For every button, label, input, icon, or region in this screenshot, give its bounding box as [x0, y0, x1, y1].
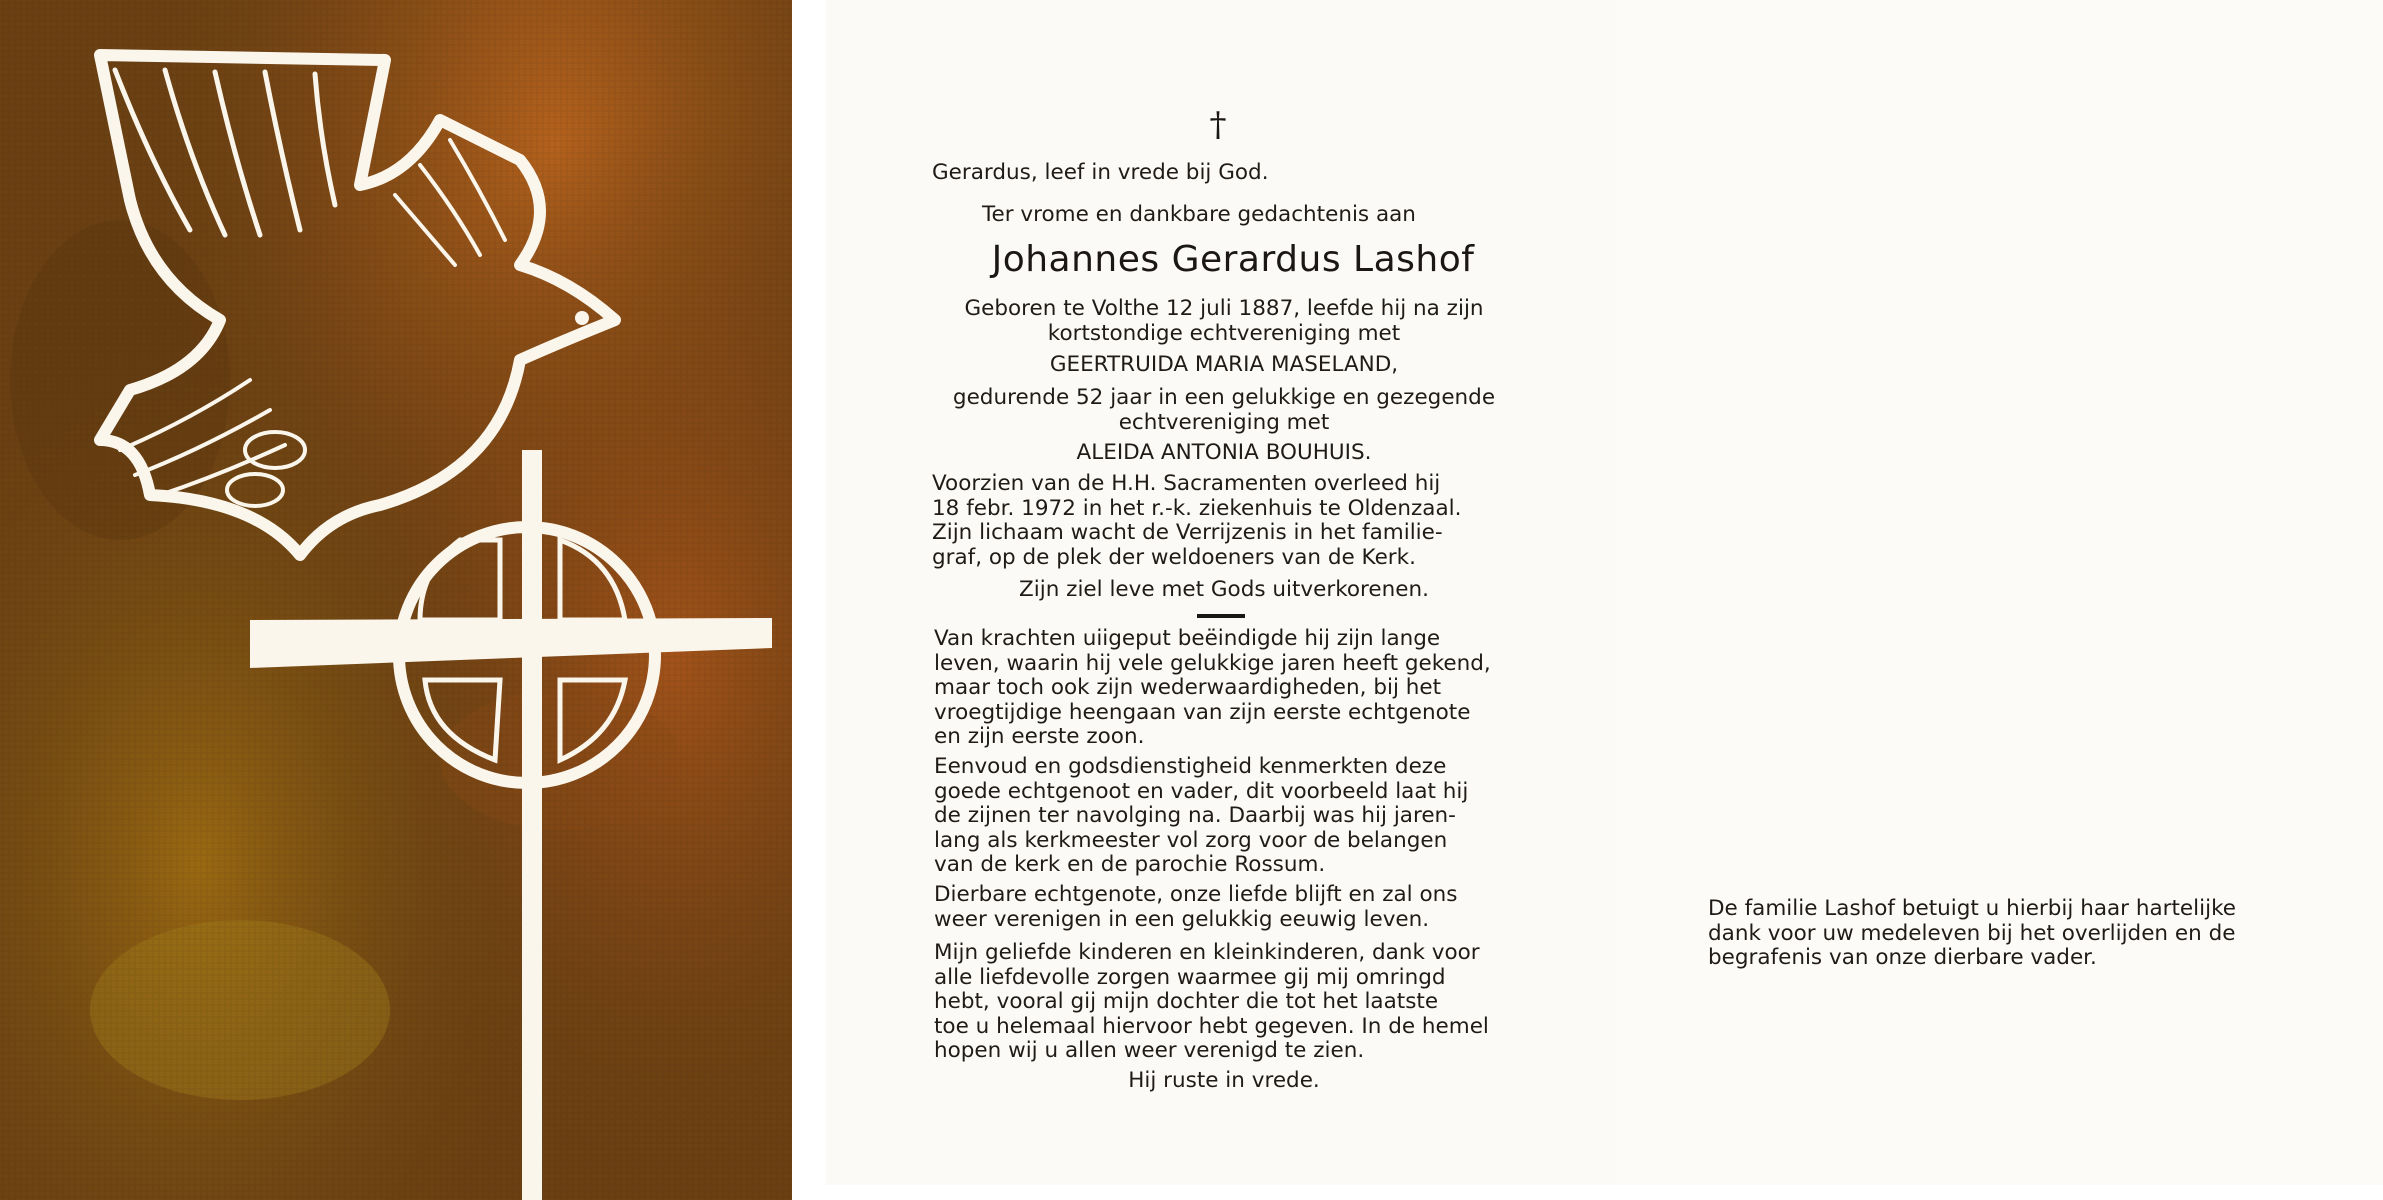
soul-line: Zijn ziel leve met Gods uitverkorenen.	[1019, 577, 1429, 602]
deceased-name: Johannes Gerardus Lashof	[991, 239, 1475, 280]
closing-line: Hij ruste in vrede.	[1128, 1068, 1320, 1093]
first-spouse: GEERTRUIDA MARIA MASELAND,	[1049, 352, 1399, 377]
section-divider	[1197, 614, 1245, 618]
paragraph-3: Dierbare echtgenote, onze liefde blijft en zal ons weer verenigen in een gelukkig eeuwig leven.	[934, 882, 1458, 932]
thank-you-panel	[1616, 0, 2383, 1185]
paragraph-1: Van krachten uiigeput beëindigde hij zijn lange leven, waarin hij vele gelukkige jaren heeft gekend, maar toch ook zijn wederwaardigheden, bij het vroegtijdige heengaan van zijn eerste echtgenote en zijn eerste zoon.	[934, 626, 1491, 749]
memorial-card-artwork	[0, 0, 792, 1200]
birth-text: Geboren te Volthe 12 juli 1887, leefde hij na zijn kortstondige echtvereniging met	[964, 296, 1484, 346]
dedication-line: Ter vrome en dankbare gedachtenis aan	[982, 202, 1416, 227]
death-text: Voorzien van de H.H. Sacramenten overleed hij 18 febr. 1972 in het r.-k. ziekenhuis te Oldenzaal. Zijn lichaam wacht de Verrijzenis in het familie- graf, op de plek der weldoeners van de Kerk.	[932, 471, 1462, 570]
marriage-text: gedurende 52 jaar in een gelukkige en gezegende echtvereniging met	[952, 385, 1496, 435]
opening-line: Gerardus, leef in vrede bij God.	[932, 160, 1269, 185]
paragraph-4: Mijn geliefde kinderen en kleinkinderen, dank voor alle liefdevolle zorgen waarmee gij mij omringd hebt, vooral gij mijn dochter die tot het laatste toe u helemaal hiervoor hebt gegeven. In de hemel hopen wij u allen weer verenigd te zien.	[934, 940, 1489, 1063]
dove-cross-painting	[0, 0, 792, 1200]
paragraph-2: Eenvoud en godsdienstigheid kenmerkten deze goede echtgenoot en vader, dit voorbeeld laat hij de zijnen ter navolging na. Daarbij was hij jaren- lang als kerkmeester vol zorg voor de belangen van de kerk en de parochie Rossum.	[934, 754, 1469, 877]
thank-you-text: De familie Lashof betuigt u hierbij haar hartelijke dank voor uw medeleven bij het overlijden en de begrafenis van onze dierbare vader.	[1708, 896, 2236, 970]
cross-icon: †	[1209, 105, 1227, 145]
second-spouse: ALEIDA ANTONIA BOUHUIS.	[1076, 440, 1372, 465]
